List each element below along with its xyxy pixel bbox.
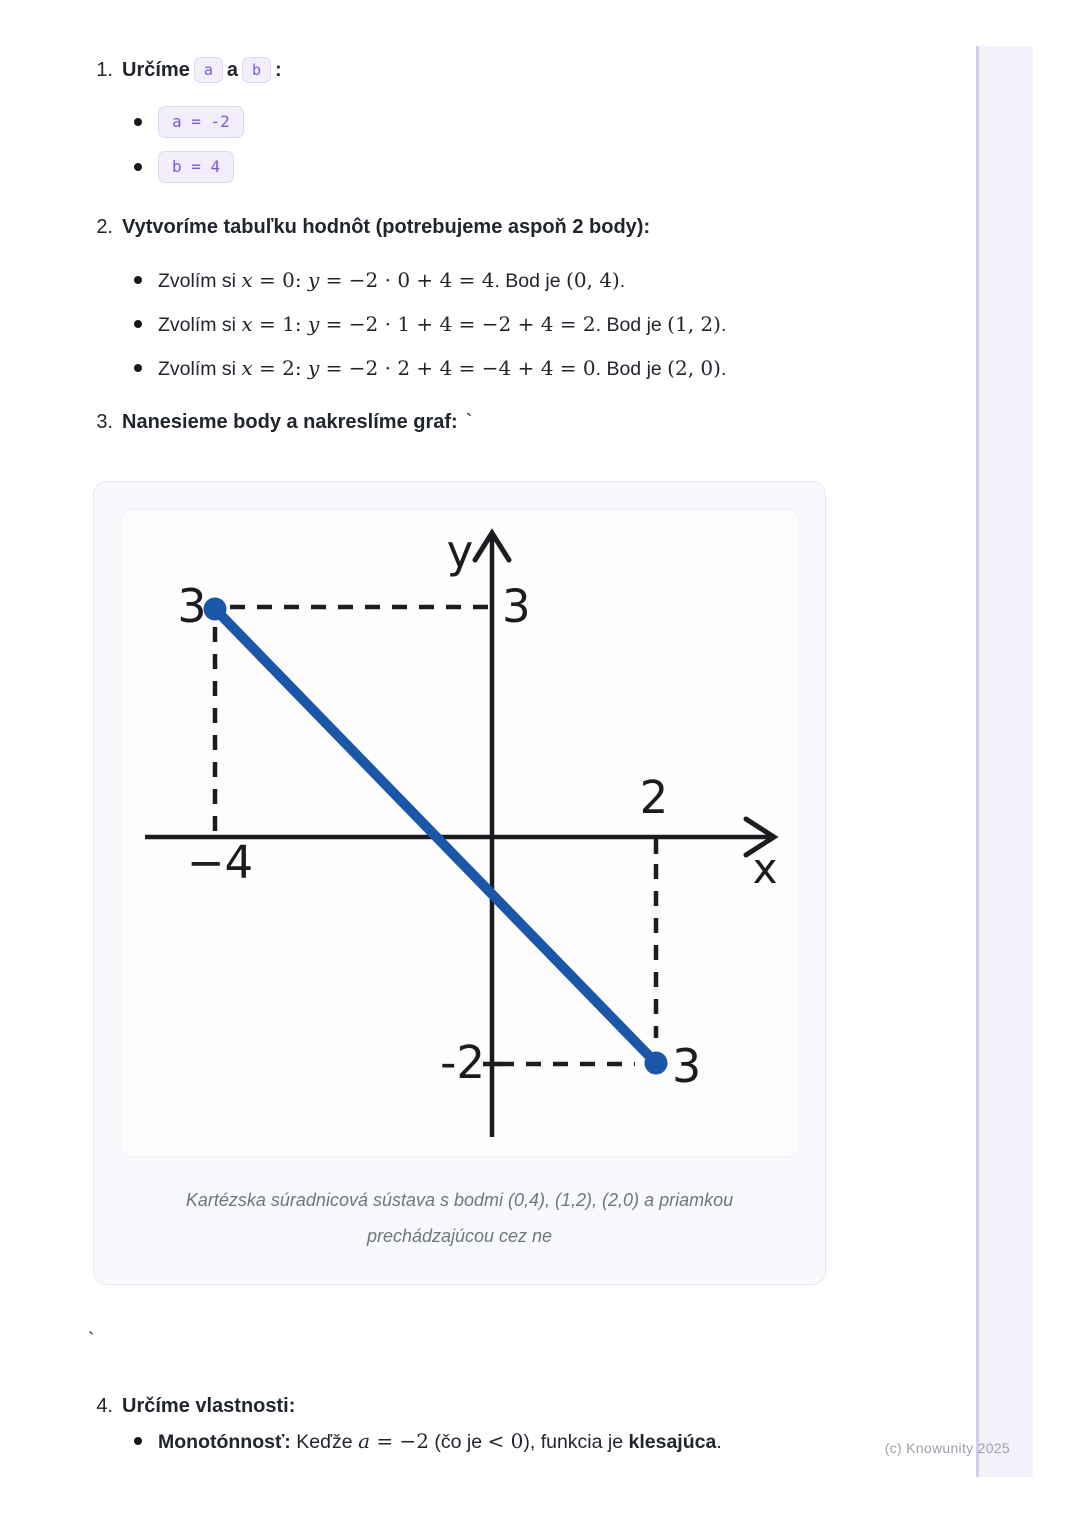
step-4-title: Určíme vlastnosti: [122, 1395, 296, 1417]
x-axis-2-label: 2 [639, 771, 669, 824]
figure-card [93, 481, 826, 1285]
step-2-title: Vytvoríme tabuľku hodnôt (potrebujeme aspoň 2 body): [122, 216, 651, 238]
list-item [134, 355, 726, 382]
x-axis-label: x [752, 844, 778, 893]
y-axis-label: y [446, 525, 474, 578]
point-a-marker [204, 598, 227, 621]
step-4-number: 4. [96, 1395, 113, 1417]
bullet-dot [134, 320, 142, 328]
bullet-dot [134, 364, 142, 372]
step-3-number: 3. [96, 411, 113, 433]
bullet-dot [134, 1437, 142, 1445]
list-item [134, 109, 244, 138]
step-1-number: 1. [96, 59, 113, 81]
figure-caption-line-2: prechádzajúcou cez ne [366, 1226, 553, 1246]
step-4-heading [85, 1393, 295, 1419]
step-1-title: Určíme [122, 59, 190, 81]
step-1-colon: : [275, 59, 282, 81]
step-3-backtick: ` [465, 411, 473, 433]
point-b-marker [645, 1052, 668, 1075]
point-b-value-label: 3 [672, 1039, 702, 1093]
table-row-text: Zvolím si x = 2: y = −2 · 2 + 4 = −4 + 4 = 0. Bod je (2, 0). [158, 356, 727, 380]
code-chip-a: a = -2 [158, 106, 244, 138]
x-axis-neg4-label: −4 [186, 836, 254, 889]
bullet-dot [134, 276, 142, 284]
table-row-text: Zvolím si x = 0: y = −2 · 0 + 4 = 4. Bod je (0, 4). [158, 268, 626, 292]
list-item [134, 154, 234, 183]
figure-caption-line-1: Kartézska súradnicová sústava s bodmi (0,4), (1,2), (2,0) a priamkou [185, 1190, 734, 1210]
bullet-dot [134, 163, 142, 171]
monotonicity-text: Monotónnosť: Keďže a = −2 (čo je < 0), funkcia je klesajúca. [158, 1429, 722, 1453]
table-row-text: Zvolím si x = 1: y = −2 · 1 + 4 = −2 + 4 = 2. Bod je (1, 2). [158, 312, 727, 336]
bullet-dot [134, 118, 142, 126]
list-item [134, 267, 625, 294]
y-axis-3-label: 3 [502, 580, 531, 633]
code-chip-b: b = 4 [158, 151, 234, 183]
step-3-title: Nanesieme body a nakreslíme graf: [122, 411, 458, 433]
step-1-heading [85, 57, 282, 84]
step-3-heading [85, 409, 472, 435]
graph-panel [121, 509, 799, 1157]
watermark: (c) Knowunity 2025 [884, 1440, 1010, 1456]
y-axis-neg2-label: -2 [440, 1036, 485, 1089]
step-1-title-line [122, 57, 282, 84]
point-a-value-label: 3 [177, 579, 207, 633]
step-1-connector: a [226, 59, 238, 81]
inline-code-b: b [242, 57, 271, 83]
list-item [134, 1428, 722, 1455]
list-item [134, 311, 726, 338]
inline-code-a: a [194, 57, 223, 83]
step-2-number: 2. [96, 216, 113, 238]
coordinate-graph [122, 510, 798, 1156]
step-2-heading [85, 214, 650, 240]
figure-caption [94, 1182, 825, 1254]
stray-backtick: ` [88, 1330, 95, 1351]
page-edge-bar [976, 46, 1033, 1477]
